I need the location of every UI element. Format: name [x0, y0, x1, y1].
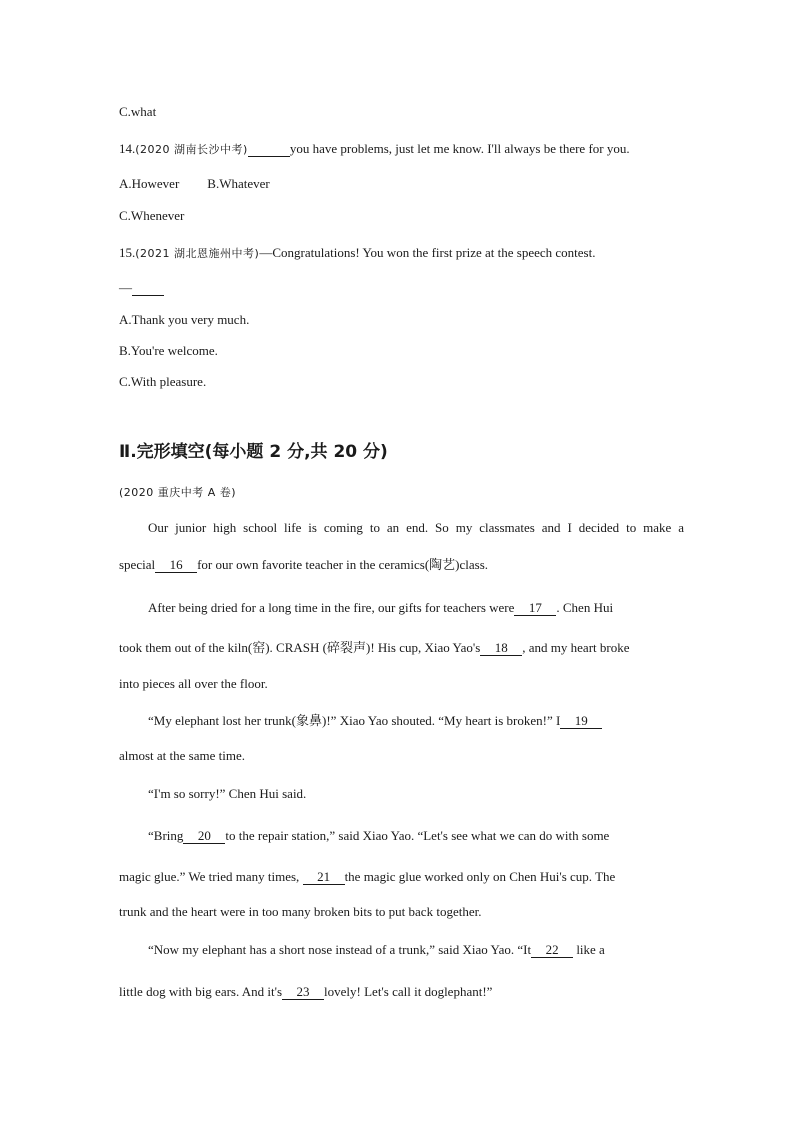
- blank-23[interactable]: 23: [282, 985, 324, 1000]
- q15-option-c: C.With pleasure.: [119, 374, 207, 389]
- q14-answer-blank[interactable]: [248, 142, 290, 157]
- section-source: (2020 重庆中考 A 卷): [119, 486, 237, 499]
- passage-line: almost at the same time.: [119, 748, 245, 763]
- section-title: Ⅱ.完形填空(每小题 2 分,共 20 分): [119, 442, 388, 462]
- q14-options-ab: [119, 176, 684, 192]
- q15-answer-blank[interactable]: [132, 281, 164, 296]
- passage-line: [148, 828, 684, 844]
- q14-stem: [119, 141, 684, 158]
- q15-dash: —: [119, 280, 132, 295]
- q14-stem-text: you have problems, just let me know. I'll always be there for you.: [289, 141, 630, 156]
- passage-text: special: [119, 557, 156, 572]
- q15-stem: [119, 245, 684, 262]
- passage-line: [148, 942, 684, 958]
- blank-18[interactable]: 18: [480, 641, 522, 656]
- passage-text: “My elephant lost her trunk(象鼻)!” Xiao Yao shouted. “My heart is broken!” I: [148, 713, 561, 728]
- q14-source: (2020 湖南长沙中考): [135, 143, 248, 156]
- passage-line: [119, 557, 684, 573]
- q15-number: 15.: [119, 245, 136, 260]
- passage-text: magic glue.” We tried many times,: [119, 869, 300, 884]
- passage-text: to the repair station,” said Xiao Yao. “Let's see what we can do with some: [225, 828, 610, 843]
- q14-number: 14.: [119, 141, 136, 156]
- passage-line: [119, 869, 684, 885]
- q15-stem-text: —Congratulations! You won the first prize at the speech contest.: [259, 245, 596, 260]
- passage-text: “Bring: [148, 828, 184, 843]
- q15-option-b: B.You're welcome.: [119, 343, 218, 358]
- passage-line: trunk and the heart were in too many broken bits to put back together.: [119, 904, 482, 919]
- passage-text: , and my heart broke: [522, 640, 630, 655]
- passage-line: [119, 640, 684, 656]
- q14-option-b: B.Whatever: [207, 176, 270, 191]
- q14-option-a: A.However: [119, 176, 180, 191]
- passage-line: “I'm so sorry!” Chen Hui said.: [148, 786, 307, 801]
- blank-17[interactable]: 17: [514, 601, 556, 616]
- q15-option-a: A.Thank you very much.: [119, 312, 250, 327]
- passage-line: [148, 600, 684, 616]
- q13-option-c: C.what: [119, 104, 157, 119]
- passage-text: like a: [576, 942, 605, 957]
- q15-source: (2021 湖北恩施州中考): [135, 247, 260, 260]
- blank-22[interactable]: 22: [531, 943, 573, 958]
- passage-text: took them out of the kiln(窑). CRASH (碎裂声)! His cup, Xiao Yao's: [119, 640, 481, 655]
- passage-line: into pieces all over the floor.: [119, 676, 268, 691]
- passage-text: for our own favorite teacher in the ceramics(陶艺)class.: [197, 557, 489, 572]
- q14-option-c: C.Whenever: [119, 208, 185, 223]
- passage-line: Our junior high school life is coming to an end. So my classmates and I decided to make a: [148, 520, 684, 535]
- blank-19[interactable]: 19: [560, 714, 602, 729]
- passage-text: lovely! Let's call it doglephant!”: [324, 984, 493, 999]
- passage-line: [119, 984, 684, 1000]
- passage-line: [148, 713, 684, 729]
- blank-21[interactable]: 21: [303, 870, 345, 885]
- passage-text: After being dried for a long time in the fire, our gifts for teachers were: [148, 600, 515, 615]
- blank-16[interactable]: 16: [155, 558, 197, 573]
- q15-response: [119, 280, 684, 296]
- passage-text: . Chen Hui: [556, 600, 614, 615]
- passage-text: “Now my elephant has a short nose instead of a trunk,” said Xiao Yao. “It: [148, 942, 532, 957]
- passage-text: the magic glue worked only on Chen Hui's cup. The: [344, 869, 616, 884]
- passage-text: little dog with big ears. And it's: [119, 984, 283, 999]
- blank-20[interactable]: 20: [183, 829, 225, 844]
